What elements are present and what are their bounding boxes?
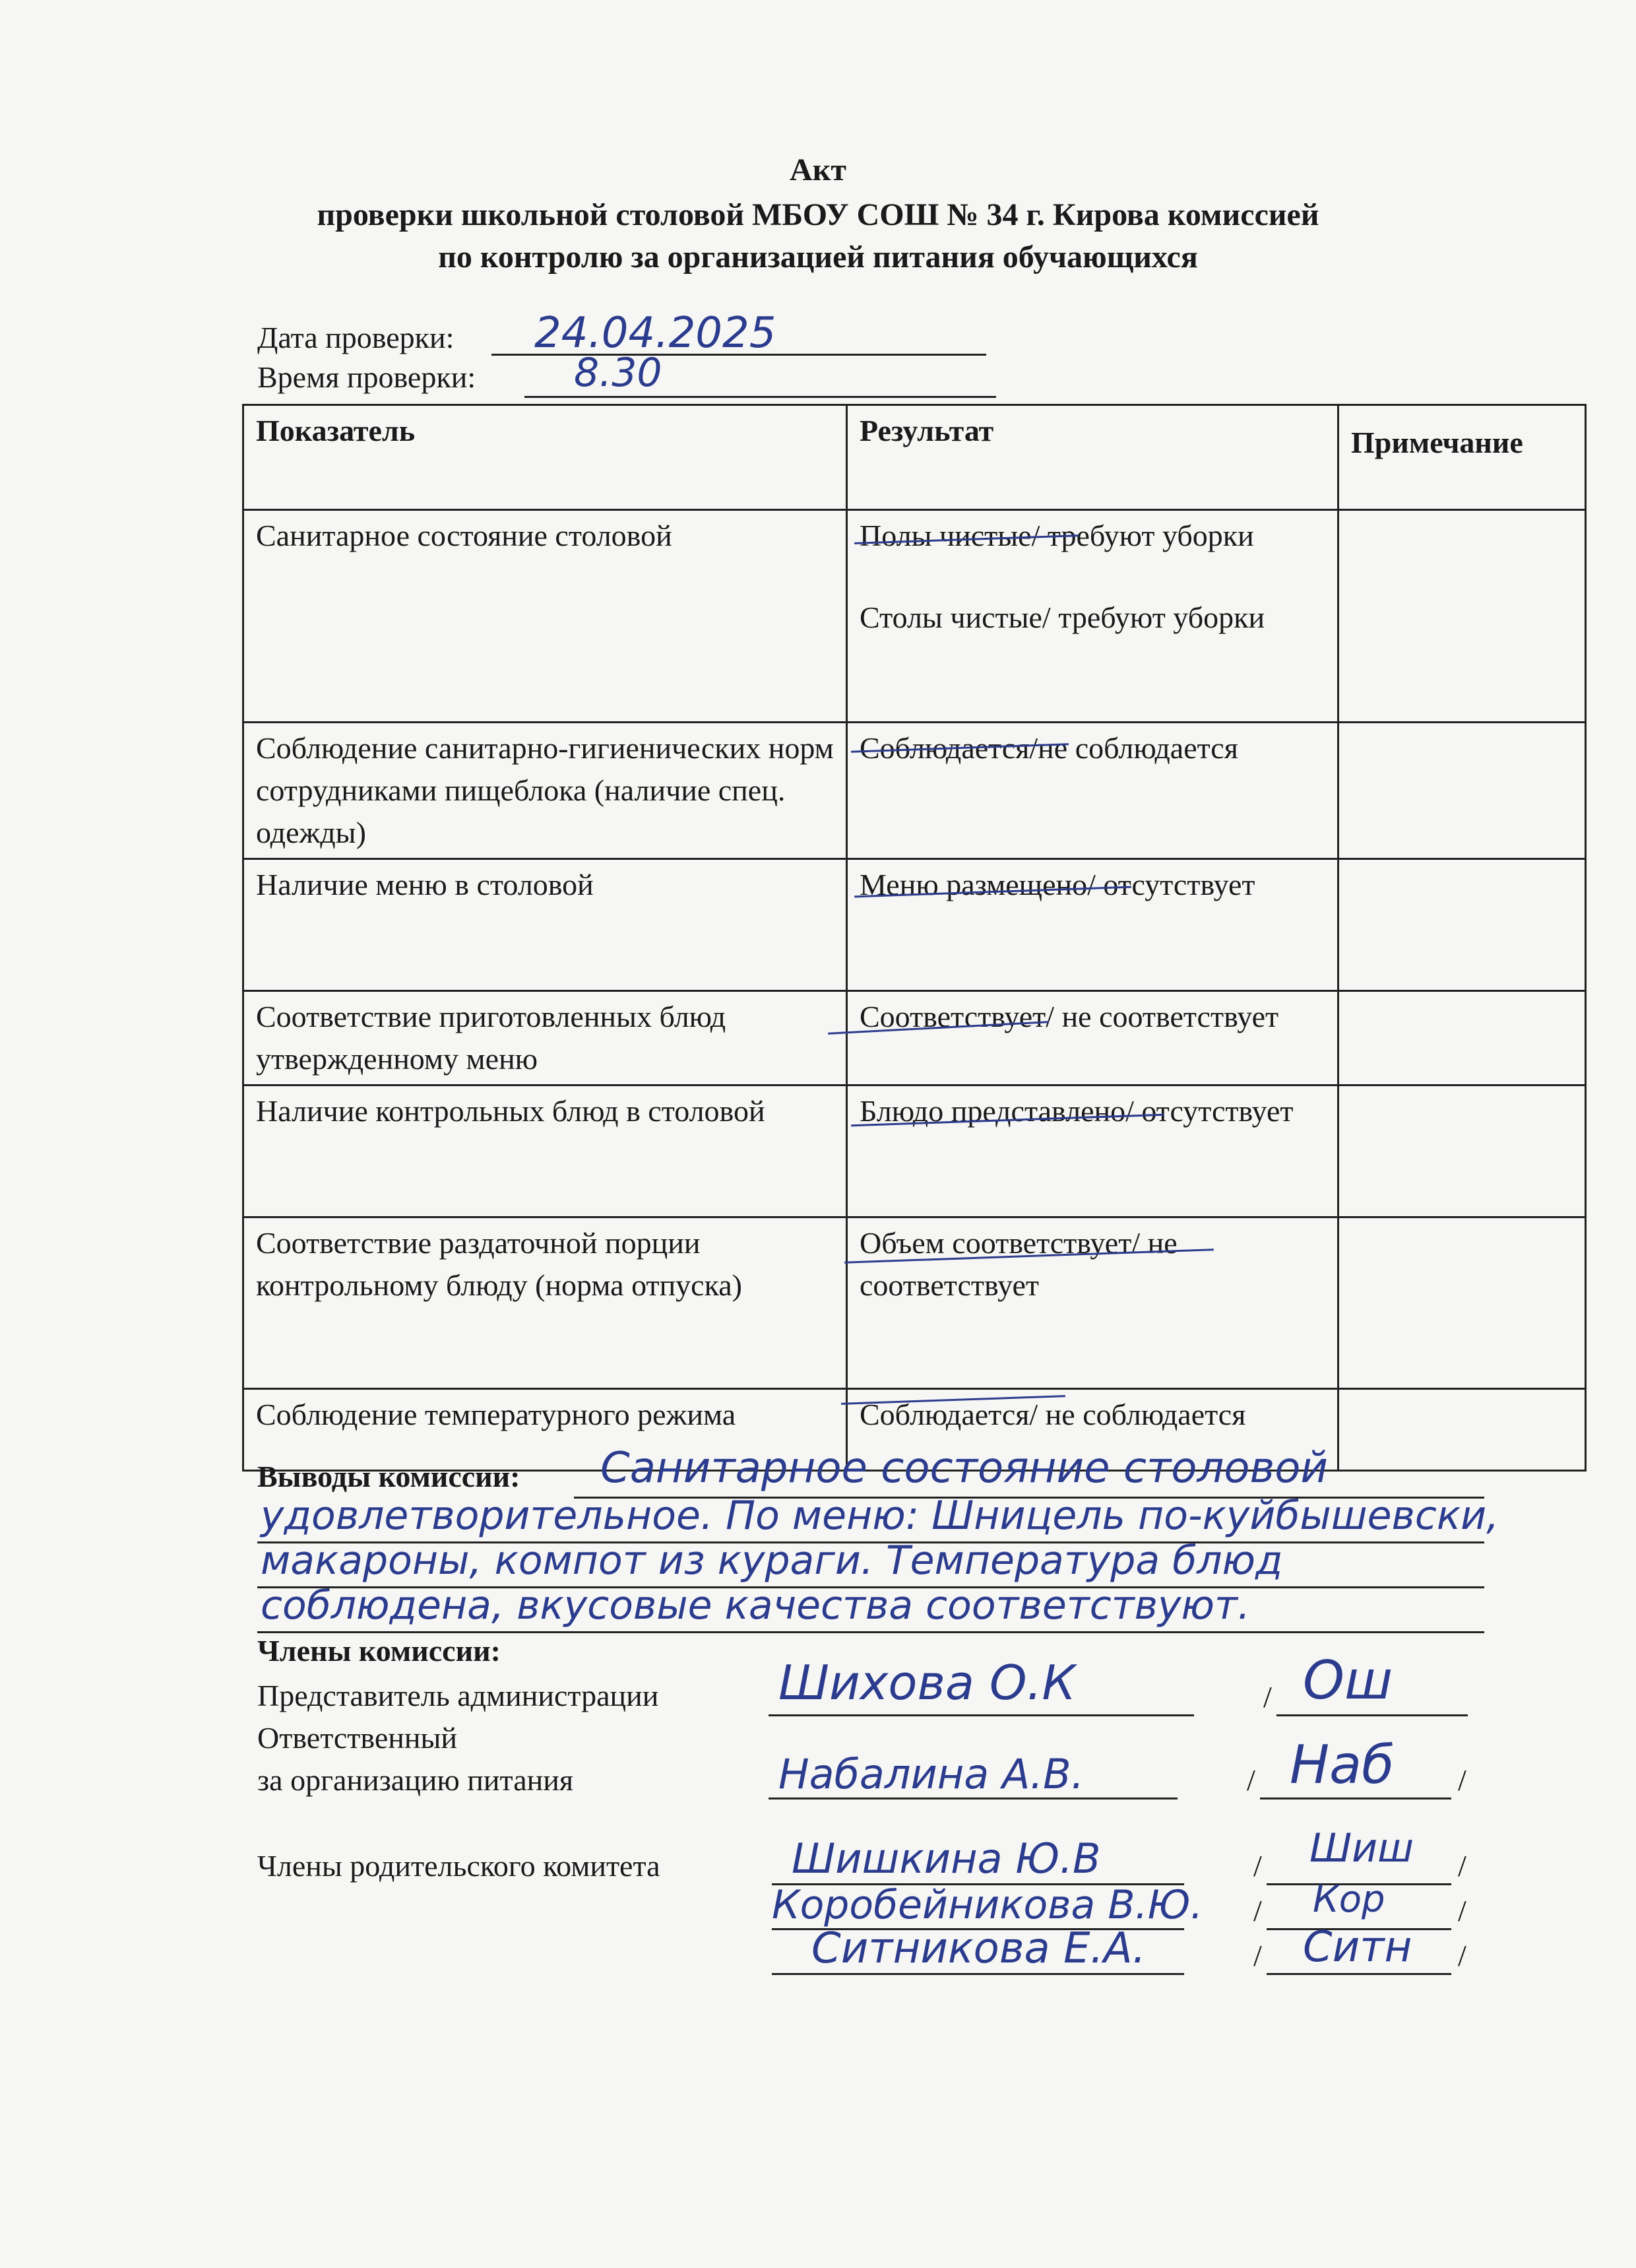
parents-label: Члены родительского комитета bbox=[257, 1849, 660, 1883]
document-title: Акт bbox=[790, 152, 846, 187]
result-cell: Объем соответствует/ не соответствует bbox=[847, 1217, 1338, 1389]
conclusions-label: Выводы комиссии: bbox=[257, 1460, 520, 1493]
admin-label: Представитель администрации bbox=[257, 1679, 659, 1712]
conclusion-text-2: удовлетворительное. По меню: Шницель по-куйбышевски, bbox=[261, 1493, 1499, 1539]
inspection-table bbox=[242, 404, 1587, 1472]
document-subtitle-1: проверки школьной столовой МБОУ СОШ № 34 г. Кирова комиссией bbox=[317, 197, 1319, 232]
header-note: Примечание bbox=[1338, 405, 1586, 510]
table-header-row bbox=[243, 405, 1586, 510]
members-heading: Члены комиссии: bbox=[257, 1634, 501, 1668]
note-cell bbox=[1338, 723, 1586, 859]
admin-name: Шихова О.К bbox=[778, 1655, 1076, 1710]
result-floors: Полы чистые/ требуют уборки bbox=[860, 519, 1254, 552]
parent-name-3: Ситникова Е.А. bbox=[811, 1924, 1146, 1973]
indicator-cell: Соответствие раздаточной порции контрольному блюду (норма отпуска) bbox=[243, 1217, 847, 1389]
parent-signature-1: Шиш bbox=[1309, 1825, 1414, 1871]
result-cell: Меню размещено/ отсутствует bbox=[847, 859, 1338, 991]
note-cell bbox=[1338, 859, 1586, 991]
responsible-label-1: Ответственный bbox=[257, 1721, 457, 1755]
admin-signature: Ош bbox=[1303, 1650, 1393, 1711]
table-row bbox=[243, 859, 1586, 991]
note-cell bbox=[1338, 1217, 1586, 1389]
parent-signature-2: Кор bbox=[1313, 1878, 1385, 1921]
responsible-label-2: за организацию питания bbox=[257, 1763, 574, 1797]
conclusion-text-1: Санитарное состояние столовой bbox=[600, 1444, 1328, 1493]
responsible-signature: Наб bbox=[1290, 1734, 1395, 1796]
table-row bbox=[243, 1217, 1586, 1389]
header-indicator: Показатель bbox=[243, 405, 847, 510]
indicator-cell: Соблюдение температурного режима bbox=[243, 1389, 847, 1471]
indicator-cell: Наличие контрольных блюд в столовой bbox=[243, 1085, 847, 1217]
table-row bbox=[243, 991, 1586, 1085]
indicator-cell: Соответствие приготовленных блюд утвержденному меню bbox=[243, 991, 847, 1085]
parent-signature-3: Ситн bbox=[1303, 1923, 1412, 1972]
result-cell: Соблюдается/не соблюдается bbox=[847, 723, 1338, 859]
note-cell bbox=[1338, 510, 1586, 723]
table-row bbox=[243, 723, 1586, 859]
responsible-name: Набалина А.В. bbox=[778, 1750, 1085, 1798]
check-date-label: Дата проверки: bbox=[257, 321, 455, 354]
check-time-label: Время проверки: bbox=[257, 360, 476, 394]
indicator-cell: Санитарное состояние столовой bbox=[243, 510, 847, 723]
parent-name-2: Коробейникова В.Ю. bbox=[772, 1882, 1203, 1928]
result-tables: Столы чистые/ требуют уборки bbox=[860, 600, 1265, 634]
check-time-value: 8.30 bbox=[574, 350, 662, 396]
result-cell: Соответствует/ не соответствует bbox=[847, 991, 1338, 1085]
result-cell: Соблюдается/ не соблюдается bbox=[847, 1389, 1338, 1471]
conclusion-text-3: макароны, компот из кураги. Температура блюд bbox=[261, 1538, 1283, 1584]
table-row bbox=[243, 1085, 1586, 1217]
note-cell bbox=[1338, 1085, 1586, 1217]
indicator-cell: Соблюдение санитарно-гигиенических норм сотрудниками пищеблока (наличие спец. одежды) bbox=[243, 723, 847, 859]
document-subtitle-2: по контролю за организацией питания обучающихся bbox=[438, 240, 1198, 275]
check-date-value: 24.04.2025 bbox=[534, 309, 776, 358]
parent-name-1: Шишкина Ю.В bbox=[792, 1834, 1101, 1883]
header-result: Результат bbox=[847, 405, 1338, 510]
note-cell bbox=[1338, 991, 1586, 1085]
conclusion-text-4: соблюдена, вкусовые качества соответствуют. bbox=[261, 1582, 1251, 1629]
indicator-cell: Наличие меню в столовой bbox=[243, 859, 847, 991]
result-cell: Блюдо представлено/ отсутствует bbox=[847, 1085, 1338, 1217]
